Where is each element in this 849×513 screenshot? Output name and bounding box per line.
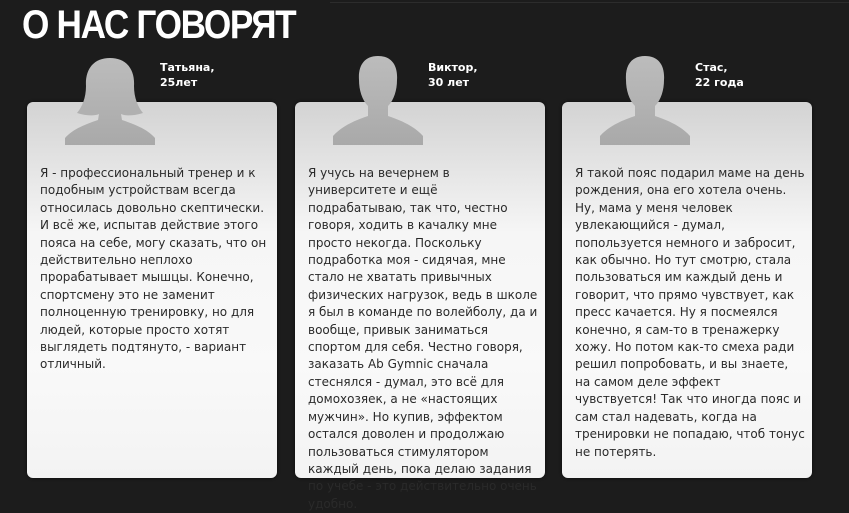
testimonial-card — [27, 102, 277, 478]
reviewer-name: Татьяна, — [160, 61, 215, 74]
testimonial-column-tatyana — [27, 50, 277, 478]
testimonial-text: Я - профессиональный тренер и к подобным устройствам всегда относилась довольно скептически. И всё же, испытав действие этого пояса на себе, могу сказать, что он действительно неплохо прорабатывает мышцы. Конечно, спортсмену это не заменит полноценную тренировку, но для людей, которые просто хотят выглядеть подтянуто, - вариант отличный. — [40, 166, 267, 372]
reviewer-age: 25лет — [160, 76, 198, 89]
reviewer-info — [695, 60, 744, 90]
testimonial-column-viktor — [295, 50, 545, 511]
reviewer-age: 30 лет — [428, 76, 470, 89]
top-divider — [330, 2, 849, 3]
testimonial-text: Я учусь на вечернем в университете и ещё подрабатываю, так что, честно говоря, ходить в качалку мне просто некогда. Поскольку подработка моя - сидячая, мне стало не хватать привычных физических нагрузок, ведь в школе я был в команде по волейболу, да и вообще, привык заниматься спортом для себя. Честно говоря, заказать Ab Gymnic сначала стеснялся - думал, это всё для домохозяек, а не «настоящих мужчин». Но купив, эффектом остался доволен и продолжаю пользоваться стимулятором каждый день, пока делаю задания по учебе - это действительно очень удобно. — [308, 166, 538, 511]
testimonial-card — [295, 102, 545, 511]
testimonial-text: Я такой пояс подарил маме на день рождения, она его хотела очень. Ну, мама у меня человек увлекающийся - думал, попользуется немного и забросит, как обычно. Но тут смотрю, стала пользоваться им каждый день и говорит, что прямо чувствует, как пресс качается. Ну я посмеялся конечно, я сам-то в тренажерку хожу. Но потом как-то смеха ради решил попробовать, и вы знаете, на самом деле эффект чувствуется! Так что иногда пояс и сам стал надевать, когда на тренировки не попадаю, чтоб тонус не потерять. — [575, 166, 805, 459]
female-silhouette-icon — [65, 50, 155, 145]
testimonial-column-stas — [562, 50, 812, 478]
testimonial-card — [562, 102, 812, 478]
male-silhouette-icon — [333, 50, 423, 145]
reviewer-name: Стас, — [695, 61, 728, 74]
page-title: О НАС ГОВОРЯТ — [22, 3, 296, 47]
male-silhouette-icon — [600, 50, 690, 145]
reviewer-info — [428, 60, 478, 90]
reviewer-info — [160, 60, 215, 90]
reviewer-name: Виктор, — [428, 61, 478, 74]
reviewer-age: 22 года — [695, 76, 744, 89]
